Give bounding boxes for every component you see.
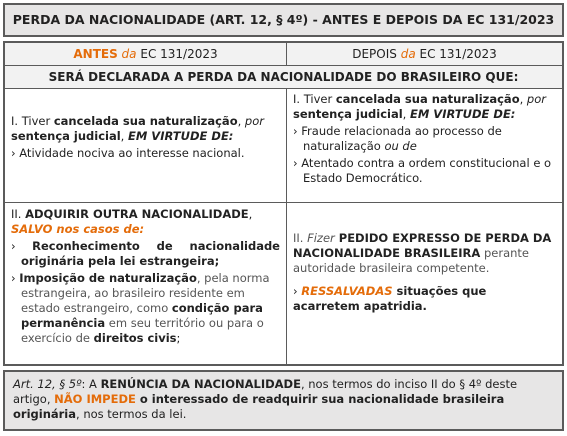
list-item: › Atentado contra a ordem constitucional e o Estado Democrático. (293, 156, 552, 185)
list-item: › Atividade nociva ao interesse nacional. (11, 146, 245, 160)
list-item: › Reconhecimento de nacionalidade originária pela lei estrangeira; (11, 239, 280, 268)
cell-before-item-1 (5, 88, 287, 203)
column-header-after (287, 43, 562, 65)
exception-text: › RESSALVADAS situações que acarretem apatridia. (293, 284, 487, 313)
header-before-rest: EC 131/2023 (140, 47, 218, 61)
footnote-box (3, 370, 564, 431)
document (3, 3, 564, 431)
list-item: › Fraude relacionada ao processo de naturalização ou de (293, 124, 502, 153)
item-2-text: II. Fizer PEDIDO EXPRESSO DE PERDA DA NACIONALIDADE BRASILEIRA perante autoridade brasileira competente. (293, 231, 552, 275)
header-before-strong: ANTES (73, 47, 118, 61)
item-1-text: I. Tiver cancelada sua naturalização, por sentença judicial, EM VIRTUDE DE: (11, 114, 264, 143)
footnote-text: Art. 12, § 5º: A RENÚNCIA DA NACIONALIDADE, nos termos do inciso II do § 4º deste artigo, NÃO IMPEDE o interessado de readquirir sua nacionalidade brasileira originária, nos termos da lei. (13, 377, 518, 421)
header-after-ital: da (400, 47, 416, 61)
page-title: PERDA DA NACIONALIDADE (ART. 12, § 4º) - ANTES E DEPOIS DA EC 131/2023 (3, 3, 564, 37)
list-item: › Imposição de naturalização, pela norma estrangeira, ao brasileiro residente em estado estrangeiro, como condição para permanência em seu território ou para o exercício de direitos civis; (11, 271, 270, 345)
item-2-text: II. ADQUIRIR OUTRA NACIONALIDADE, SALVO nos casos de: (11, 207, 253, 236)
table-subheader: SERÁ DECLARADA A PERDA DA NACIONALIDADE DO BRASILEIRO QUE: (5, 65, 562, 89)
column-header-before (5, 43, 287, 65)
cell-after-item-2 (287, 203, 562, 364)
item-1-text: I. Tiver cancelada sua naturalização, por sentença judicial, EM VIRTUDE DE: (293, 92, 546, 121)
comparison-table (3, 41, 564, 366)
header-after-rest: EC 131/2023 (419, 47, 497, 61)
header-after-strong: DEPOIS (352, 47, 397, 61)
cell-after-item-1 (287, 88, 562, 203)
header-before-ital: da (121, 47, 137, 61)
cell-before-item-2 (5, 203, 287, 364)
